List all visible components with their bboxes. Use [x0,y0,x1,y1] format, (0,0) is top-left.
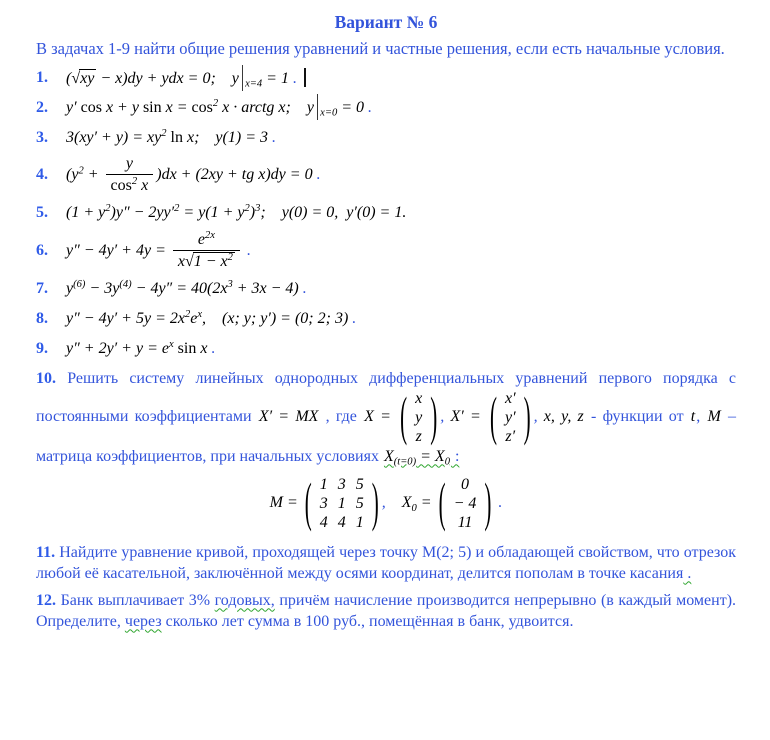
problem-8-number: 8. [36,310,48,328]
problem-5-number: 5. [36,204,48,222]
text-cursor [304,68,306,87]
problem-7-formula: $y^{(6)} - 3y^{(4)} - 4y'' = 40(2x^3 + 3x - 4)$ . [66,279,307,298]
problem-8 [36,307,736,332]
problem-5 [36,201,736,226]
problem-9-formula: $y'' + 2y' + y = e^x$ sin x . [66,339,216,358]
problem-6 [36,231,736,272]
problem-6-formula: y″ − 4y′ + 4y = $\frac{e^{2x}}{x√1 - x^2}$ . [66,229,251,271]
problem-7 [36,277,736,302]
page-title: Вариант № 6 [334,12,438,32]
problem-4-number: 4. [36,166,48,184]
problem-1 [36,61,736,92]
problem-3 [36,125,736,150]
problem-2-number: 2. [36,98,48,116]
problem-4-formula: ($y^2$ + $\frac{y}{\cos^2 x}$ )dx + (2xy + tg x)dy = 0 . [66,155,321,195]
problem-3-formula: $3(xy' + y) = xy^2$ ln x; y(1) = 3 . [66,127,276,146]
problem-4 [36,155,736,196]
problem-2-formula: y′ cos x + y $\sin x = \cos^2 x$ · arctg x; y $|_{x=0} = 0$ . [66,90,373,121]
intro-text: В задачах 1-9 найти общие решения уравнений и частные решения, если есть начальные условия. [36,39,725,58]
problem-11: 11. Найдите уравнение кривой, проходящей через точку М(2; 5) и обладающей свойством, что отрезок любой её касательной, заключённой между осями координат, делится пополам в точке касания . [36,543,736,582]
problem-12: 12. Банк выплачивает 3% годовых, причём начисление производится непрерывно (в каждый момент). Определите, через сколько лет сумма в 100 руб., помещённая в банк, удвоится. [36,591,737,630]
problem-9-number: 9. [36,340,48,358]
problem-10: 10. Решить систему линейных однородных дифференциальных уравнений первого порядка с постоянными коэффициентами X′ = MX , где X = ( x y z ) , X′ = ( x′ y′ z′ ) , x, y, z - функции от t, M – матрица коэффициентов, при начальных условиях $X_{(t=0)} = X_0$ : [36,369,737,468]
problem-1-formula: (√xy − x)dy + ydx = 0; y $|_{x=4} = 1$ . [66,68,306,88]
problem-9 [36,337,736,362]
problem-7-number: 7. [36,280,48,298]
problem-8-formula: $y'' - 4y' + 5y = 2x^2e^x$, (x; y; y′) = (0; 2; 3) . [66,309,357,328]
problem-1-number: 1. [36,68,48,86]
matrix-equation: M = ( 1 3 5 3 1 5 4 4 1 ) , $X_0$ = ( 0 − 4 11 ) . [269,471,503,533]
problem-6-number: 6. [36,242,48,260]
problem-3-number: 3. [36,128,48,146]
problem-2 [36,90,736,121]
problem-5-formula: $(1 + y^2)y'' - 2yy'^2 = y(1 + y^2)^3$; y(0) = 0, y′(0) = 1. [66,203,407,222]
